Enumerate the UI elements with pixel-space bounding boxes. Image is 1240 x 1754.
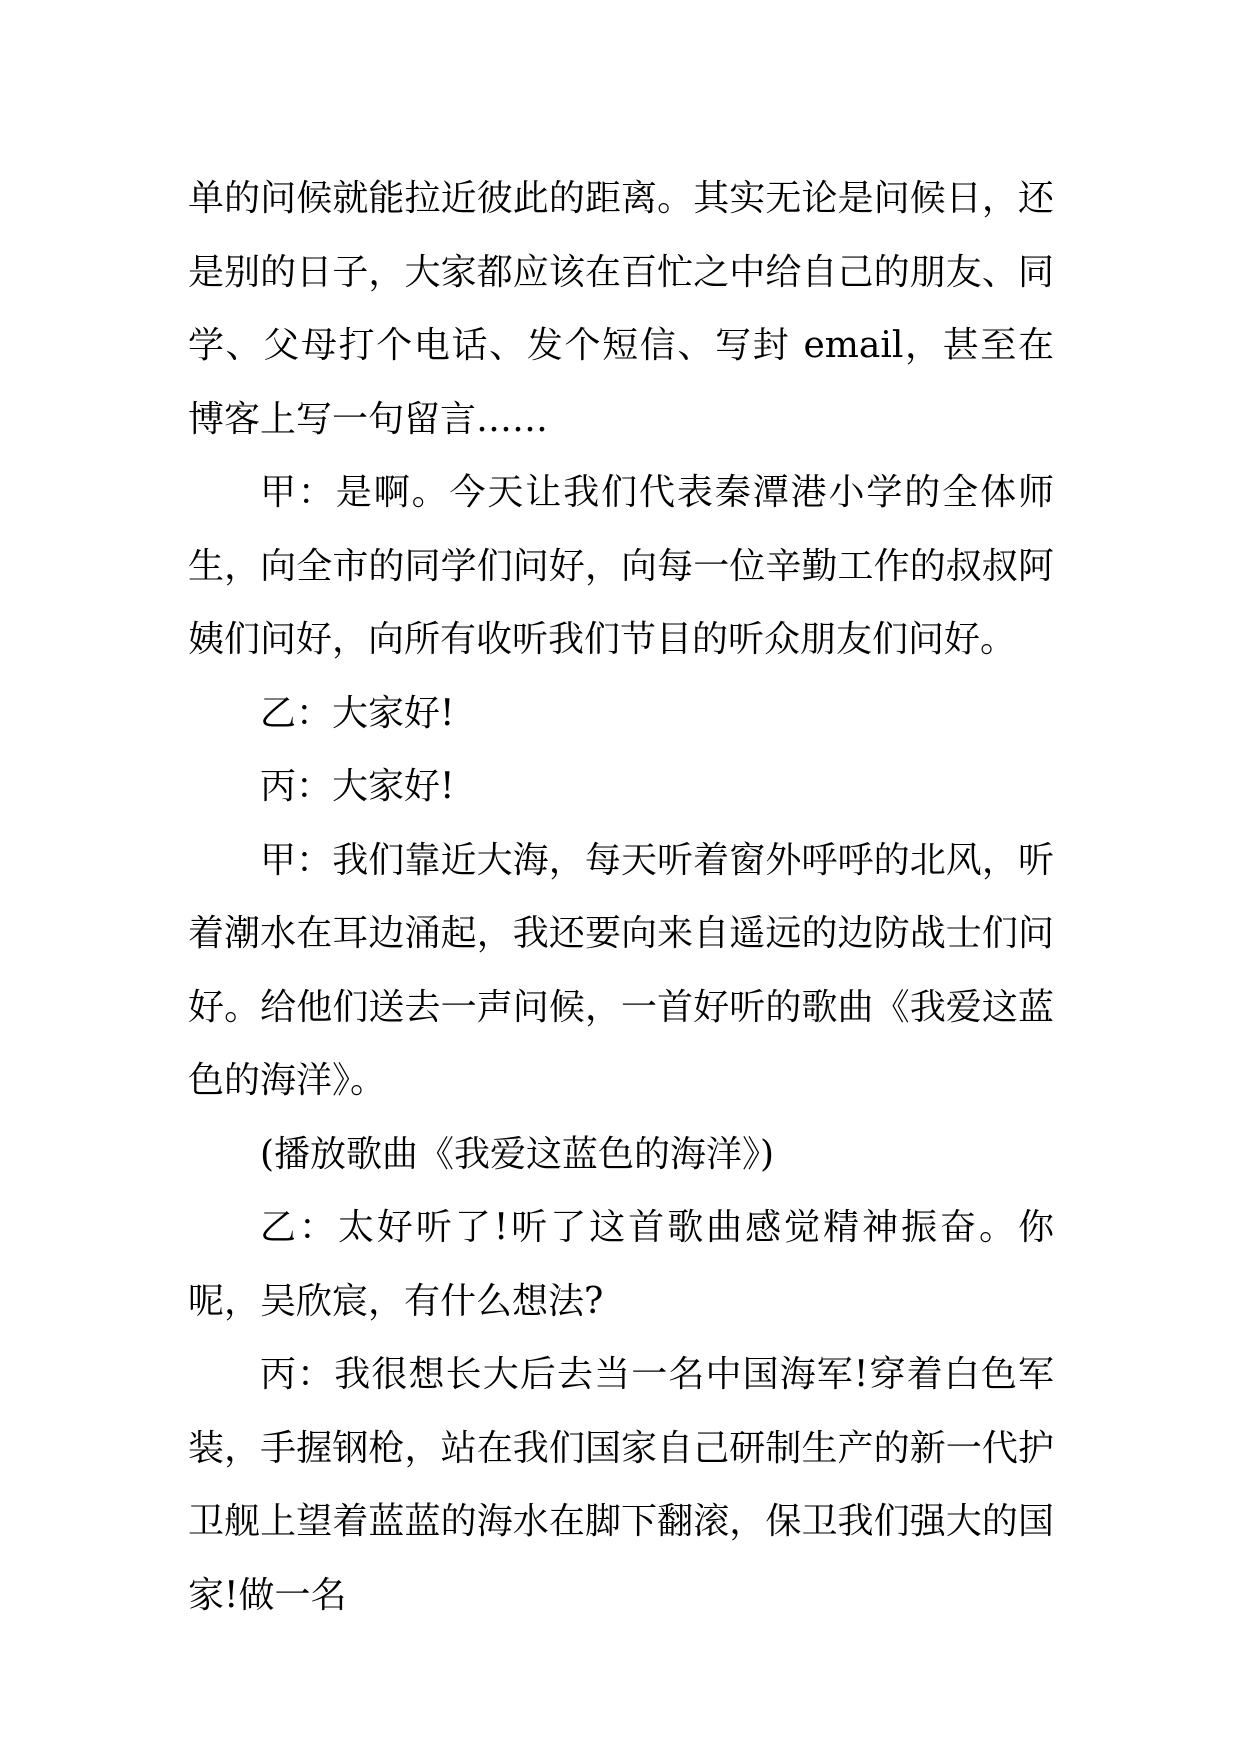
paragraph-yi-hello: 乙：大家好! <box>260 692 455 734</box>
paragraph-yi-response: 乙：太好听了!听了这首歌曲感觉精神振奋。你呢，吴欣宸，有什么想法? <box>188 1207 1054 1322</box>
paragraph-bing-hello: 丙：大家好! <box>260 766 455 807</box>
paragraph-play-song: (播放歌曲《我爱这蓝色的海洋》) <box>260 1133 775 1175</box>
paragraph-continued-greeting: 单的问候就能拉近彼此的距离。其实无论是问候日，还是别的日子，大家都应该在百忙之中给自己的朋友、同学、父母打个电话、发个短信、写封 email，甚至在博客上写一句留言…… <box>188 178 1054 440</box>
paragraph-jia-greeting: 甲：是啊。今天让我们代表秦潭港小学的全体师生，向全市的同学们问好，向每一位辛勤工作的叔叔阿姨们问好，向所有收听我们节目的听众朋友们问好。 <box>188 472 1054 660</box>
paragraph-bing-navy: 丙：我很想长大后去当一名中国海军!穿着白色军装，手握钢枪，站在我们国家自己研制生产的新一代护卫舰上望着蓝蓝的海水在脚下翻滚，保卫我们强大的国家!做一名 <box>188 1354 1054 1616</box>
document-body <box>188 162 1054 1632</box>
paragraph-jia-soldiers: 甲：我们靠近大海，每天听着窗外呼呼的北风，听着潮水在耳边涌起，我还要向来自遥远的边防战士们问好。给他们送去一声问候，一首好听的歌曲《我爱这蓝色的海洋》。 <box>188 839 1054 1101</box>
